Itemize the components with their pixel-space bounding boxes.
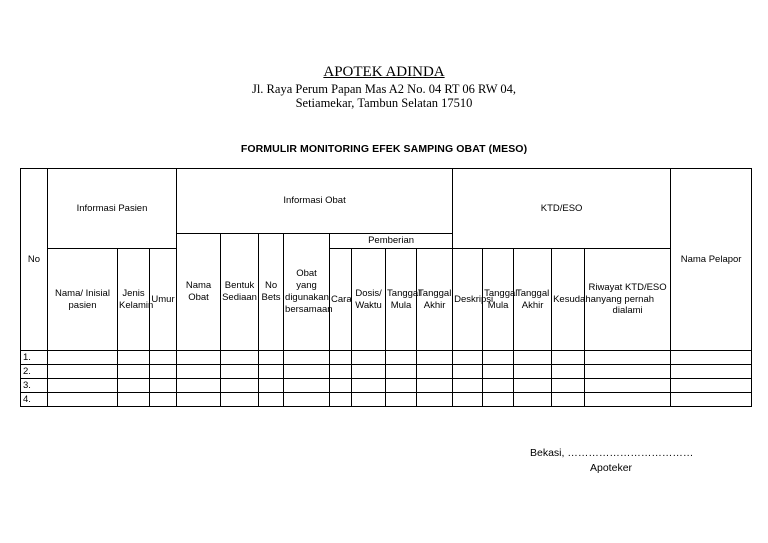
col-admin-end: Tanggal Akhir — [417, 249, 453, 351]
col-dosage-form: Bentuk Sediaan — [221, 234, 259, 351]
table-row — [21, 379, 752, 393]
col-batch: No Bets — [259, 234, 284, 351]
table-row — [21, 351, 752, 365]
col-ktd-end: Tanggal Akhir — [514, 249, 552, 351]
col-patient-name: Nama/ Inisial pasien — [48, 249, 118, 351]
col-concomitant: Obat yang digunakan bersamaan — [284, 234, 330, 351]
col-age: Umur — [150, 249, 177, 351]
col-ktd-start: Tanggal Mula — [483, 249, 514, 351]
group-patient-header: Informasi Pasien — [48, 169, 177, 249]
signatory-title: Apoteker — [590, 462, 633, 474]
signature-city-date: Bekasi, ……………………………… — [530, 447, 694, 459]
col-ktd-outcome: Kesudahan — [552, 249, 585, 351]
col-admin-start: Tanggal Mula — [386, 249, 417, 351]
col-ktd-history: Riwayat KTD/ESO yang pernah dialami — [585, 249, 671, 351]
row-number: 3. — [21, 379, 48, 393]
col-ktd-description: Deskripsi — [453, 249, 483, 351]
col-drug-name: Nama Obat — [177, 234, 221, 351]
form-title: FORMULIR MONITORING EFEK SAMPING OBAT (MESO) — [240, 143, 528, 155]
col-no-header: No — [21, 169, 48, 351]
pharmacy-name: APOTEK ADINDA — [323, 64, 445, 80]
row-number: 4. — [21, 393, 48, 407]
group-ktd-header: KTD/ESO — [453, 169, 671, 249]
address-line-2: Setiamekar, Tambun Selatan 17510 — [295, 96, 473, 110]
table-row — [21, 393, 752, 407]
group-drug-header: Informasi Obat — [177, 169, 453, 234]
meso-form-table — [20, 168, 752, 407]
row-number: 2. — [21, 365, 48, 379]
col-dose-time: Dosis/ Waktu — [352, 249, 386, 351]
table-row — [21, 365, 752, 379]
col-gender: Jenis Kelamin — [118, 249, 150, 351]
address-line-1: Jl. Raya Perum Papan Mas A2 No. 04 RT 06 RW 04, — [251, 82, 517, 96]
col-route: Cara — [330, 249, 352, 351]
group-administration-header: Pemberian — [330, 234, 453, 249]
col-reporter-header: Nama Pelapor — [671, 169, 752, 351]
row-number: 1. — [21, 351, 48, 365]
